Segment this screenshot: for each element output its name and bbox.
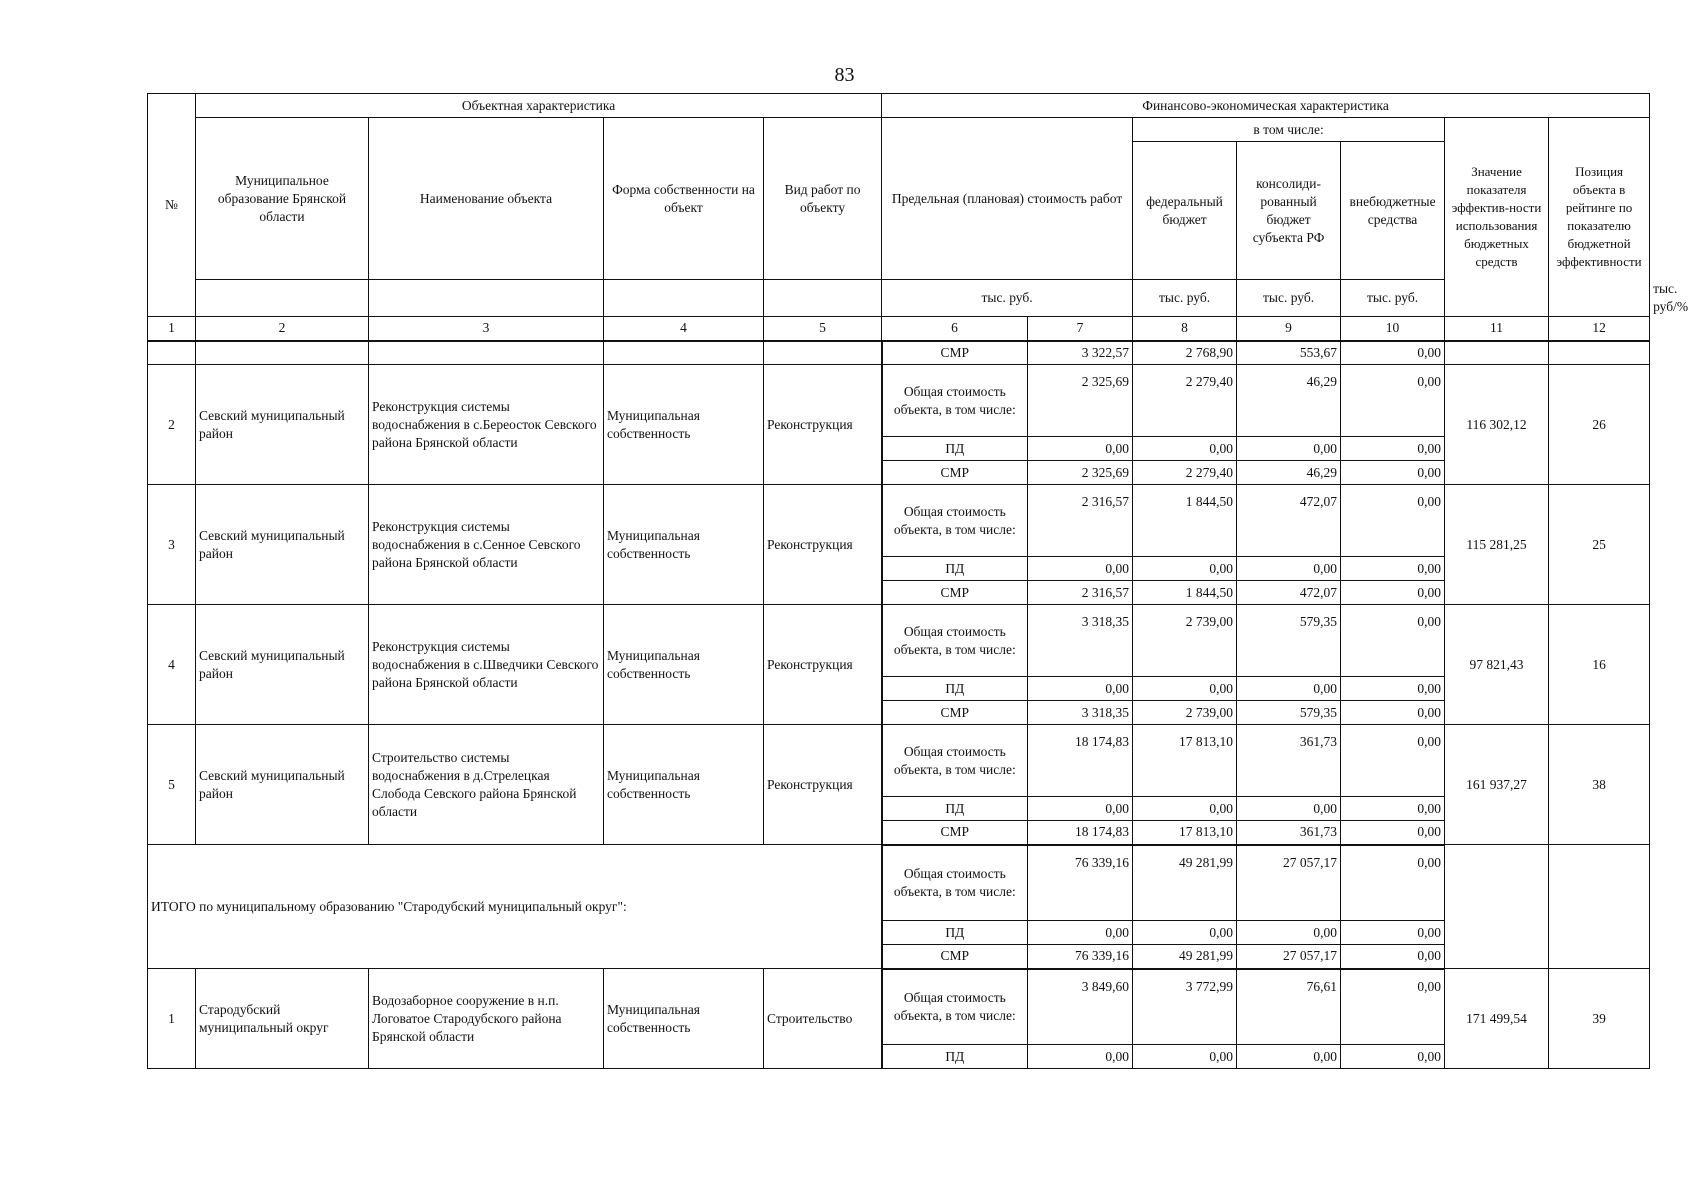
table-row: ПД 0,00 0,00 0,00 0,00 (148, 437, 1650, 461)
unit-extra: тыс. руб. (1341, 280, 1445, 317)
col-municipality-header: Муниципальное образование Брянской области (196, 118, 369, 280)
table-row: СМР 3 322,57 2 768,90 553,67 0,00 (148, 341, 1650, 365)
table-row: ПД 0,00 0,00 0,00 0,00 (148, 921, 1650, 945)
table-row: 3 Севский муниципальный район Реконструкция системы водоснабжения в с.Сенное Севского района Брянской области Муниципальная собственность Реконструкция Общая стоимость объекта, в том числе: 2 316,57 1 844,50 472,07 0,00 115 281,25 25 (148, 485, 1650, 557)
unit-cost: тыс. руб. (882, 280, 1133, 317)
page-number: 83 (834, 64, 855, 86)
table-row: ПД 0,00 0,00 0,00 0,00 (148, 677, 1650, 701)
col-position-header: Позиция объекта в рейтинге по показателю бюджетной эффективности (1549, 118, 1650, 317)
col-ownership-header: Форма собственности на объект (604, 118, 764, 280)
column-numbers-row: 1 2 3 4 5 6 7 8 9 10 11 12 (148, 317, 1650, 341)
table-row: 2 Севский муниципальный район Реконструкция системы водоснабжения в с.Береосток Севского района Брянской области Муниципальная собственность Реконструкция Общая стоимость объекта, в том числе: 2 325,69 2 279,40 46,29 0,00 116 302,12 26 (148, 365, 1650, 437)
col-cost-header: Предельная (плановая) стоимость работ (882, 118, 1133, 280)
table-row: СМР 2 316,57 1 844,50 472,07 0,00 (148, 581, 1650, 605)
table-row: ПД 0,00 0,00 0,00 0,00 (148, 797, 1650, 821)
itogo-label: ИТОГО по муниципальному образованию "Стародубский муниципальный округ": (148, 845, 882, 969)
col-extrabudget-header: внебюджетные средства (1341, 142, 1445, 280)
table-row: СМР 3 318,35 2 739,00 579,35 0,00 (148, 701, 1650, 725)
col-name-header: Наименование объекта (369, 118, 604, 280)
table-row: 4 Севский муниципальный район Реконструкция системы водоснабжения в с.Шведчики Севского района Брянской области Муниципальная собственность Реконструкция Общая стоимость объекта, в том числе: 3 318,35 2 739,00 579,35 0,00 97 821,43 16 (148, 605, 1650, 677)
table-row: ПД 0,00 0,00 0,00 0,00 (148, 1045, 1650, 1069)
col-federal-header: федеральный бюджет (1133, 142, 1237, 280)
fin-char-header: Финансово-экономическая характеристика (882, 94, 1650, 118)
object-char-header: Объектная характеристика (196, 94, 882, 118)
col-no-header: № (148, 94, 196, 317)
table-row: СМР 18 174,83 17 813,10 361,73 0,00 (148, 821, 1650, 845)
col-consolidated-header: консолиди-рованный бюджет субъекта РФ (1237, 142, 1341, 280)
table-row: 1 Стародубский муниципальный округ Водозаборное сооружение в н.п. Логоватое Стародубского района Брянской области Муниципальная собственность Строительство Общая стоимость объекта, в том числе: 3 849,60 3 772,99 76,61 0,00 171 499,54 39 (148, 969, 1650, 1045)
table-row: СМР 76 339,16 49 281,99 27 057,17 0,00 (148, 945, 1650, 969)
itogo-row: ИТОГО по муниципальному образованию "Стародубский муниципальный округ": Общая стоимость объекта, в том числе: 76 339,16 49 281,99 27 057,17 0,00 (148, 845, 1650, 921)
objects-table: № Объектная характеристика Финансово-экономическая характеристика Муниципальное образование Брянской области Наименование объекта Форма собственности на объект Вид работ по объекту Предельная (плановая) стоимость работ в том числе: Значение показателя эффектив-ности использования бюджетных средств Позиция объекта в рейтинге по показателю бюджетной эффективности федеральный бюджет консолиди-рованный бюджет субъекта РФ внебюджетные средства тыс. руб. тыс. руб. тыс. руб. тыс. руб. тыс. руб/% 1 2 3 4 5 6 7 8 9 10 11 12 СМР 3 322,57 2 768,90 553,67 0,00 2 Севский муниципальный район Реконструкция системы водоснабжения в с.Береосток Севского района Брянской области Муниципальная собственность Реконструкция Общая стоимость объекта, в том числе: 2 325,69 2 279,40 46,29 0,00 116 302,12 26 ПД 0,00 0,00 0,00 0,00 СМР 2 325,69 2 279,40 46,29 0,00 3 Севский муниципальный район Реконструкция системы водоснабжения в с.Сенное Севского района Брянской области Муниципальная собственность Реконструкция Общая стоимость объекта, в том числе: 2 316,57 1 844,50 472,07 0,00 115 281,25 25 ПД 0,00 0,00 0,00 0,00 СМР 2 316,57 1 844,50 472,07 0,00 4 Севский муниципальный район Реконструкция системы водоснабжения в с.Шведчики Севского района Брянской области Муниципальная собственность Реконструкция Общая стоимость объекта, в том числе: 3 318,35 2 739,00 579,35 0,00 97 821,43 16 ПД 0,00 0,00 0,00 0,00 СМР 3 318,35 2 739,00 579,35 0,00 5 Севский муниципальный район Строительство системы водоснабжения в д.Стрелецкая Слобода Севского района Брянской области Муниципальная собственность Реконструкция Общая стоимость объекта, в том числе: 18 174,83 17 813,10 361,73 0,00 161 937,27 38 ПД 0,00 0,00 0,00 0,00 СМР 18 174,83 17 813,10 361,73 0,00 ИТОГО по муниципальному образованию "Стародубский муниципальный округ": Общая стоимость объекта, в том числе: 76 339,16 49 281,99 27 057,17 0,00 ПД 0,00 0,00 0,00 0,00 СМР 76 339,16 49 281,99 27 057,17 0,00 1 Стародубский муниципальный округ Водозаборное сооружение в н.п. Логоватое Стародубского района Брянской области Муниципальная собственность Строительство Общая стоимость объекта, в том числе: 3 849,60 3 772,99 76,61 0,00 171 499,54 39 ПД 0,00 0,00 0,00 0,00 (147, 93, 1650, 1069)
unit-cons: тыс. руб. (1237, 280, 1341, 317)
table-row: 5 Севский муниципальный район Строительство системы водоснабжения в д.Стрелецкая Слобода Севского района Брянской области Муниципальная собственность Реконструкция Общая стоимость объекта, в том числе: 18 174,83 17 813,10 361,73 0,00 161 937,27 38 (148, 725, 1650, 797)
col-indicator-header: Значение показателя эффектив-ности использования бюджетных средств (1445, 118, 1549, 317)
table-row: СМР 2 325,69 2 279,40 46,29 0,00 (148, 461, 1650, 485)
col-worktype-header: Вид работ по объекту (764, 118, 882, 280)
table-row: ПД 0,00 0,00 0,00 0,00 (148, 557, 1650, 581)
in-that-header: в том числе: (1133, 118, 1445, 142)
unit-fed: тыс. руб. (1133, 280, 1237, 317)
